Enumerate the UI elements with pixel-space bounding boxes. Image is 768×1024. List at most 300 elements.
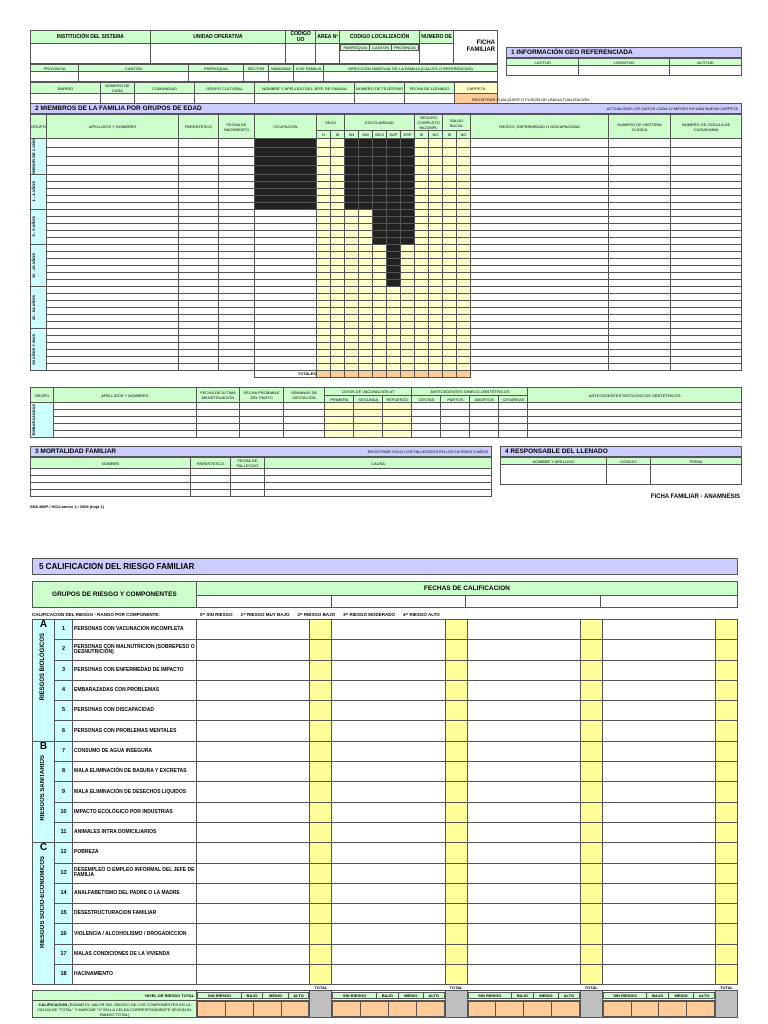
risk-value-field[interactable] <box>197 640 310 660</box>
member-sub-field[interactable] <box>401 251 415 258</box>
member-sub-field[interactable] <box>387 335 401 342</box>
fecha-2-field[interactable] <box>331 596 466 608</box>
member-fecha-field[interactable] <box>219 156 255 165</box>
member-sub-field[interactable] <box>415 356 429 363</box>
emb-patologicos-field[interactable] <box>528 417 742 424</box>
member-sub-field[interactable] <box>345 349 359 356</box>
member-sub-field[interactable] <box>359 279 373 286</box>
emb-vacuna-field[interactable] <box>325 403 354 410</box>
risk-value-field[interactable] <box>467 904 580 924</box>
member-ocupacion-field[interactable] <box>255 328 317 335</box>
member-parentesco-field[interactable] <box>179 265 219 272</box>
member-sub-field[interactable] <box>429 279 443 286</box>
emb-field[interactable] <box>283 410 324 417</box>
risk-total-field[interactable] <box>715 904 737 924</box>
member-sub-field[interactable] <box>429 321 443 328</box>
member-parentesco-field[interactable] <box>179 300 219 307</box>
member-historia-field[interactable] <box>609 314 671 321</box>
member-fecha-field[interactable] <box>219 363 255 370</box>
member-parentesco-field[interactable] <box>179 272 219 279</box>
member-sub-field[interactable] <box>317 195 331 202</box>
risk-value-field[interactable] <box>197 883 310 903</box>
member-name-field[interactable] <box>47 356 179 363</box>
member-sub-field[interactable] <box>373 356 387 363</box>
risk-total-field[interactable] <box>580 620 602 640</box>
member-sub-field[interactable] <box>415 237 429 244</box>
member-sub-field[interactable] <box>373 321 387 328</box>
member-sub-field[interactable] <box>457 279 471 286</box>
member-ocupacion-field[interactable] <box>255 286 317 293</box>
risk-total-field[interactable] <box>580 924 602 944</box>
member-fecha-field[interactable] <box>219 300 255 307</box>
risk-total-field[interactable] <box>310 620 332 640</box>
member-sub-field[interactable] <box>415 335 429 342</box>
member-sub-field[interactable] <box>331 209 345 216</box>
member-historia-field[interactable] <box>609 342 671 349</box>
member-name-field[interactable] <box>47 188 179 195</box>
nivel-mark-field[interactable] <box>198 1002 226 1017</box>
member-sub-field[interactable] <box>387 314 401 321</box>
member-sub-field[interactable] <box>387 328 401 335</box>
member-parentesco-field[interactable] <box>179 223 219 230</box>
member-cedula-field[interactable] <box>671 321 742 328</box>
member-sub-field[interactable] <box>317 307 331 314</box>
institucion-field[interactable] <box>31 44 151 64</box>
mort-field[interactable] <box>265 469 492 476</box>
emb-vacuna-field[interactable] <box>383 417 412 424</box>
member-sub-field[interactable] <box>443 223 457 230</box>
member-riesgo-field[interactable] <box>471 202 609 209</box>
member-sub-field[interactable] <box>345 328 359 335</box>
risk-total-field[interactable] <box>580 904 602 924</box>
member-sub-field[interactable] <box>359 307 373 314</box>
member-name-field[interactable] <box>47 237 179 244</box>
member-sub-field[interactable] <box>331 321 345 328</box>
member-name-field[interactable] <box>47 139 179 148</box>
member-historia-field[interactable] <box>609 307 671 314</box>
risk-value-field[interactable] <box>602 741 715 761</box>
member-sub-field[interactable] <box>373 293 387 300</box>
member-sub-field[interactable] <box>443 209 457 216</box>
mort-field[interactable] <box>265 483 492 490</box>
member-sub-field[interactable] <box>443 230 457 237</box>
risk-value-field[interactable] <box>197 762 310 782</box>
member-name-field[interactable] <box>47 156 179 165</box>
responsable-firma-field[interactable] <box>651 465 742 485</box>
risk-value-field[interactable] <box>332 701 445 721</box>
member-riesgo-field[interactable] <box>471 279 609 286</box>
member-historia-field[interactable] <box>609 363 671 370</box>
member-sub-field[interactable] <box>443 237 457 244</box>
member-historia-field[interactable] <box>609 258 671 265</box>
member-parentesco-field[interactable] <box>179 216 219 223</box>
member-sub-field[interactable] <box>331 286 345 293</box>
member-riesgo-field[interactable] <box>471 272 609 279</box>
member-sub-field[interactable] <box>331 237 345 244</box>
member-historia-field[interactable] <box>609 147 671 156</box>
member-sub-field[interactable] <box>401 349 415 356</box>
risk-value-field[interactable] <box>332 802 445 822</box>
member-sub-field[interactable] <box>359 237 373 244</box>
member-parentesco-field[interactable] <box>179 335 219 342</box>
risk-value-field[interactable] <box>467 924 580 944</box>
member-sub-field[interactable] <box>359 223 373 230</box>
member-fecha-field[interactable] <box>219 223 255 230</box>
member-name-field[interactable] <box>47 216 179 223</box>
member-sub-field[interactable] <box>415 300 429 307</box>
risk-total-field[interactable] <box>445 944 467 964</box>
member-sub-field[interactable] <box>457 335 471 342</box>
risk-total-field[interactable] <box>310 721 332 741</box>
member-sub-field[interactable] <box>359 342 373 349</box>
member-sub-field[interactable] <box>345 244 359 251</box>
member-name-field[interactable] <box>47 258 179 265</box>
risk-total-field[interactable] <box>310 701 332 721</box>
risk-value-field[interactable] <box>332 620 445 640</box>
member-riesgo-field[interactable] <box>471 156 609 165</box>
mort-field[interactable] <box>265 490 492 497</box>
member-name-field[interactable] <box>47 307 179 314</box>
emb-field[interactable] <box>53 410 196 417</box>
member-sub-field[interactable] <box>443 328 457 335</box>
member-name-field[interactable] <box>47 181 179 188</box>
member-sub-field[interactable] <box>317 156 331 165</box>
longitud-field[interactable] <box>579 66 669 76</box>
member-sub-field[interactable] <box>443 314 457 321</box>
member-fecha-field[interactable] <box>219 139 255 148</box>
member-sub-field[interactable] <box>429 174 443 181</box>
member-sub-field[interactable] <box>429 139 443 148</box>
member-sub-field[interactable] <box>443 202 457 209</box>
member-sub-field[interactable] <box>345 363 359 370</box>
member-cedula-field[interactable] <box>671 139 742 148</box>
risk-value-field[interactable] <box>332 965 445 985</box>
emb-field[interactable] <box>196 424 240 431</box>
member-sub-field[interactable] <box>373 335 387 342</box>
member-sub-field[interactable] <box>443 195 457 202</box>
risk-total-field[interactable] <box>580 680 602 700</box>
member-sub-field[interactable] <box>457 314 471 321</box>
risk-total-field[interactable] <box>310 904 332 924</box>
member-cedula-field[interactable] <box>671 230 742 237</box>
member-cedula-field[interactable] <box>671 258 742 265</box>
member-riesgo-field[interactable] <box>471 265 609 272</box>
member-sub-field[interactable] <box>443 244 457 251</box>
member-sub-field[interactable] <box>359 300 373 307</box>
responsable-codigo-field[interactable] <box>607 465 651 485</box>
risk-total-field[interactable] <box>445 741 467 761</box>
member-historia-field[interactable] <box>609 356 671 363</box>
member-sub-field[interactable] <box>415 188 429 195</box>
member-ocupacion-field[interactable] <box>255 216 317 223</box>
member-sub-field[interactable] <box>317 147 331 156</box>
risk-value-field[interactable] <box>332 822 445 842</box>
member-sub-field[interactable] <box>331 342 345 349</box>
emb-field[interactable] <box>53 424 196 431</box>
member-sub-field[interactable] <box>429 258 443 265</box>
member-parentesco-field[interactable] <box>179 237 219 244</box>
member-sub-field[interactable] <box>345 314 359 321</box>
member-sub-field[interactable] <box>359 356 373 363</box>
member-sub-field[interactable] <box>387 307 401 314</box>
member-sub-field[interactable] <box>429 223 443 230</box>
member-sub-field[interactable] <box>443 139 457 148</box>
risk-value-field[interactable] <box>332 782 445 802</box>
member-parentesco-field[interactable] <box>179 258 219 265</box>
member-sub-field[interactable] <box>401 307 415 314</box>
member-sub-field[interactable] <box>345 258 359 265</box>
risk-value-field[interactable] <box>602 640 715 660</box>
member-cedula-field[interactable] <box>671 195 742 202</box>
member-sub-field[interactable] <box>429 363 443 370</box>
member-ocupacion-field[interactable] <box>255 265 317 272</box>
member-sub-field[interactable] <box>457 237 471 244</box>
member-riesgo-field[interactable] <box>471 363 609 370</box>
member-sub-field[interactable] <box>429 300 443 307</box>
risk-total-field[interactable] <box>580 762 602 782</box>
risk-value-field[interactable] <box>602 883 715 903</box>
member-historia-field[interactable] <box>609 321 671 328</box>
member-sub-field[interactable] <box>331 230 345 237</box>
emb-gineco-field[interactable] <box>499 431 528 438</box>
member-cedula-field[interactable] <box>671 293 742 300</box>
member-sub-field[interactable] <box>401 258 415 265</box>
risk-value-field[interactable] <box>602 680 715 700</box>
member-sub-field[interactable] <box>331 251 345 258</box>
member-sub-field[interactable] <box>415 230 429 237</box>
member-sub-field[interactable] <box>457 188 471 195</box>
member-sub-field[interactable] <box>373 265 387 272</box>
member-parentesco-field[interactable] <box>179 139 219 148</box>
member-sub-field[interactable] <box>387 321 401 328</box>
member-sub-field[interactable] <box>429 328 443 335</box>
member-sub-field[interactable] <box>345 223 359 230</box>
member-sub-field[interactable] <box>317 258 331 265</box>
mort-field[interactable] <box>191 476 231 483</box>
member-sub-field[interactable] <box>457 356 471 363</box>
risk-value-field[interactable] <box>467 620 580 640</box>
nivel-mark-field[interactable] <box>333 1002 361 1017</box>
member-name-field[interactable] <box>47 223 179 230</box>
member-sub-field[interactable] <box>317 286 331 293</box>
risk-total-field[interactable] <box>580 721 602 741</box>
member-ocupacion-field[interactable] <box>255 209 317 216</box>
nivel-mark-field[interactable] <box>496 1002 524 1017</box>
member-parentesco-field[interactable] <box>179 156 219 165</box>
member-sub-field[interactable] <box>457 342 471 349</box>
member-sub-field[interactable] <box>373 272 387 279</box>
risk-value-field[interactable] <box>467 660 580 680</box>
member-fecha-field[interactable] <box>219 286 255 293</box>
member-sub-field[interactable] <box>359 209 373 216</box>
member-sub-field[interactable] <box>415 279 429 286</box>
emb-field[interactable] <box>53 431 196 438</box>
risk-total-field[interactable] <box>310 762 332 782</box>
nivel-mark-field[interactable] <box>361 1002 389 1017</box>
mort-field[interactable] <box>31 490 191 497</box>
member-ocupacion-field[interactable] <box>255 223 317 230</box>
risk-value-field[interactable] <box>467 883 580 903</box>
member-sub-field[interactable] <box>345 279 359 286</box>
member-riesgo-field[interactable] <box>471 165 609 174</box>
member-sub-field[interactable] <box>317 279 331 286</box>
member-riesgo-field[interactable] <box>471 147 609 156</box>
member-fecha-field[interactable] <box>219 147 255 156</box>
member-historia-field[interactable] <box>609 244 671 251</box>
emb-vacuna-field[interactable] <box>325 424 354 431</box>
risk-total-field[interactable] <box>580 965 602 985</box>
risk-total-field[interactable] <box>445 883 467 903</box>
risk-total-field[interactable] <box>715 944 737 964</box>
member-sub-field[interactable] <box>331 165 345 174</box>
member-sub-field[interactable] <box>345 272 359 279</box>
member-sub-field[interactable] <box>443 349 457 356</box>
member-parentesco-field[interactable] <box>179 342 219 349</box>
member-parentesco-field[interactable] <box>179 181 219 188</box>
member-ocupacion-field[interactable] <box>255 335 317 342</box>
member-fecha-field[interactable] <box>219 279 255 286</box>
member-sub-field[interactable] <box>415 165 429 174</box>
risk-total-field[interactable] <box>715 620 737 640</box>
member-sub-field[interactable] <box>373 286 387 293</box>
risk-total-field[interactable] <box>580 883 602 903</box>
member-sub-field[interactable] <box>345 286 359 293</box>
risk-value-field[interactable] <box>197 863 310 883</box>
member-cedula-field[interactable] <box>671 363 742 370</box>
member-sub-field[interactable] <box>457 286 471 293</box>
member-sub-field[interactable] <box>359 244 373 251</box>
risk-value-field[interactable] <box>197 620 310 640</box>
risk-value-field[interactable] <box>602 965 715 985</box>
member-sub-field[interactable] <box>345 342 359 349</box>
member-sub-field[interactable] <box>387 356 401 363</box>
emb-gineco-field[interactable] <box>412 424 441 431</box>
member-sub-field[interactable] <box>415 209 429 216</box>
risk-value-field[interactable] <box>467 721 580 741</box>
emb-gineco-field[interactable] <box>470 424 499 431</box>
emb-vacuna-field[interactable] <box>383 424 412 431</box>
member-sub-field[interactable] <box>443 321 457 328</box>
member-sub-field[interactable] <box>317 356 331 363</box>
risk-total-field[interactable] <box>445 904 467 924</box>
member-sub-field[interactable] <box>401 300 415 307</box>
member-sub-field[interactable] <box>359 314 373 321</box>
member-sub-field[interactable] <box>317 174 331 181</box>
member-sub-field[interactable] <box>443 293 457 300</box>
member-cedula-field[interactable] <box>671 223 742 230</box>
member-sub-field[interactable] <box>373 300 387 307</box>
member-sub-field[interactable] <box>457 293 471 300</box>
member-sub-field[interactable] <box>317 349 331 356</box>
member-name-field[interactable] <box>47 328 179 335</box>
risk-total-field[interactable] <box>310 782 332 802</box>
member-ocupacion-field[interactable] <box>255 349 317 356</box>
emb-field[interactable] <box>240 431 284 438</box>
member-parentesco-field[interactable] <box>179 356 219 363</box>
member-sub-field[interactable] <box>401 272 415 279</box>
member-riesgo-field[interactable] <box>471 195 609 202</box>
member-sub-field[interactable] <box>373 258 387 265</box>
member-ocupacion-field[interactable] <box>255 356 317 363</box>
member-fecha-field[interactable] <box>219 244 255 251</box>
nivel-mark-field[interactable] <box>524 1002 552 1017</box>
member-sub-field[interactable] <box>457 244 471 251</box>
member-sub-field[interactable] <box>331 300 345 307</box>
risk-value-field[interactable] <box>332 680 445 700</box>
member-cedula-field[interactable] <box>671 272 742 279</box>
member-sub-field[interactable] <box>317 237 331 244</box>
member-sub-field[interactable] <box>331 174 345 181</box>
risk-value-field[interactable] <box>602 762 715 782</box>
member-sub-field[interactable] <box>373 314 387 321</box>
member-historia-field[interactable] <box>609 265 671 272</box>
member-sub-field[interactable] <box>443 300 457 307</box>
member-ocupacion-field[interactable] <box>255 363 317 370</box>
risk-value-field[interactable] <box>602 802 715 822</box>
member-sub-field[interactable] <box>443 342 457 349</box>
member-sub-field[interactable] <box>429 216 443 223</box>
nivel-mark-field[interactable] <box>281 1002 309 1017</box>
member-sub-field[interactable] <box>317 202 331 209</box>
member-sub-field[interactable] <box>429 165 443 174</box>
member-sub-field[interactable] <box>415 181 429 188</box>
member-sub-field[interactable] <box>387 286 401 293</box>
mort-field[interactable] <box>231 469 265 476</box>
member-ocupacion-field[interactable] <box>255 307 317 314</box>
risk-total-field[interactable] <box>310 944 332 964</box>
member-cedula-field[interactable] <box>671 335 742 342</box>
risk-value-field[interactable] <box>332 904 445 924</box>
emb-gineco-field[interactable] <box>441 403 470 410</box>
member-name-field[interactable] <box>47 293 179 300</box>
member-sub-field[interactable] <box>331 349 345 356</box>
risk-value-field[interactable] <box>467 782 580 802</box>
member-sub-field[interactable] <box>345 216 359 223</box>
member-sub-field[interactable] <box>415 195 429 202</box>
risk-value-field[interactable] <box>332 883 445 903</box>
member-sub-field[interactable] <box>429 307 443 314</box>
member-historia-field[interactable] <box>609 165 671 174</box>
risk-total-field[interactable] <box>715 883 737 903</box>
member-historia-field[interactable] <box>609 139 671 148</box>
member-sub-field[interactable] <box>359 216 373 223</box>
member-sub-field[interactable] <box>359 321 373 328</box>
member-sub-field[interactable] <box>345 230 359 237</box>
member-fecha-field[interactable] <box>219 307 255 314</box>
latitud-field[interactable] <box>507 66 579 76</box>
member-fecha-field[interactable] <box>219 293 255 300</box>
risk-value-field[interactable] <box>602 782 715 802</box>
member-sub-field[interactable] <box>317 335 331 342</box>
member-cedula-field[interactable] <box>671 265 742 272</box>
member-ocupacion-field[interactable] <box>255 251 317 258</box>
member-sub-field[interactable] <box>317 230 331 237</box>
member-sub-field[interactable] <box>457 209 471 216</box>
member-cedula-field[interactable] <box>671 356 742 363</box>
member-fecha-field[interactable] <box>219 195 255 202</box>
member-sub-field[interactable] <box>443 181 457 188</box>
member-riesgo-field[interactable] <box>471 307 609 314</box>
member-sub-field[interactable] <box>443 216 457 223</box>
member-fecha-field[interactable] <box>219 237 255 244</box>
risk-total-field[interactable] <box>445 924 467 944</box>
member-sub-field[interactable] <box>331 156 345 165</box>
member-sub-field[interactable] <box>457 321 471 328</box>
member-ocupacion-field[interactable] <box>255 279 317 286</box>
member-historia-field[interactable] <box>609 300 671 307</box>
emb-patologicos-field[interactable] <box>528 410 742 417</box>
member-name-field[interactable] <box>47 363 179 370</box>
